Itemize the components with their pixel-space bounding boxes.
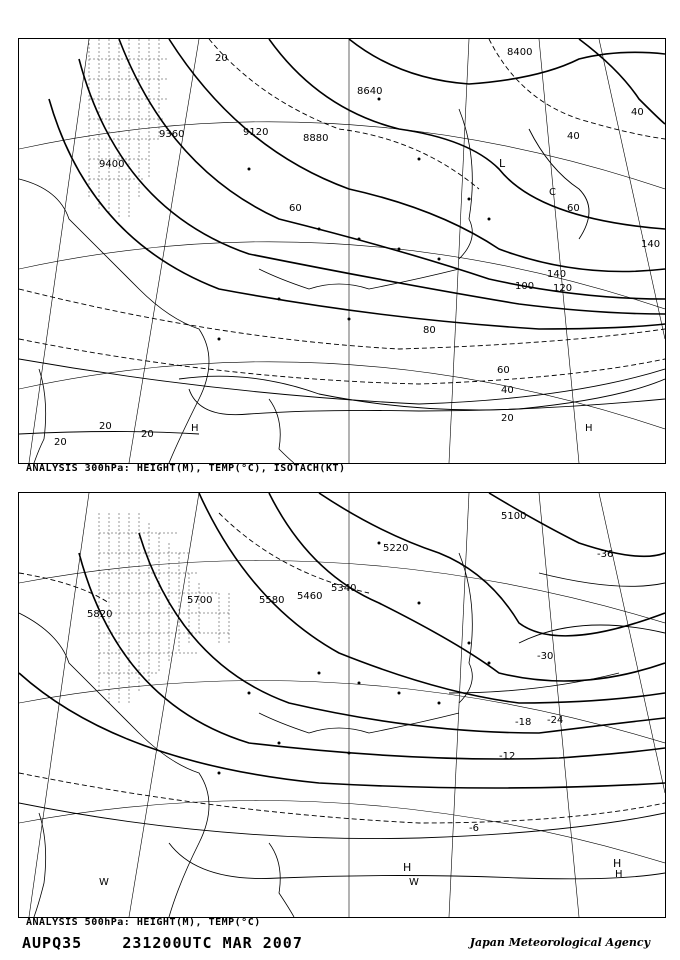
temp-label-minus12: -12: [499, 751, 516, 762]
height-label-5820: 5820: [87, 609, 113, 620]
height-label-5700: 5700: [187, 595, 213, 606]
analysis-500hpa-chart: [19, 493, 665, 917]
temp-label-minus30: -30: [537, 651, 554, 662]
isotach-label-20: 20: [54, 437, 67, 448]
caption-500hpa: ANALYSIS 500hPa: HEIGHT(M), TEMP(°C): [26, 917, 261, 928]
agency-name: Japan Meteorological Agency: [469, 936, 650, 949]
isotach-label-120: 120: [553, 283, 573, 294]
coastline-300: [19, 109, 472, 463]
warm-marker-500a: W: [99, 877, 109, 888]
height-contours-500: [19, 493, 665, 788]
height-label-5460: 5460: [297, 591, 323, 602]
high-marker-500c: H: [615, 869, 623, 880]
hatch-area-300: [89, 39, 169, 219]
isotach-label-140: 140: [547, 269, 567, 280]
isotach-solid-300: [19, 129, 665, 434]
temp-label-minus18: -18: [515, 717, 532, 728]
temp-label-minus36: -36: [597, 549, 614, 560]
height-label-5220: 5220: [383, 543, 409, 554]
isotach-label-20b: 20: [99, 421, 112, 432]
height-label-8400: 8400: [507, 47, 533, 58]
height-label-5100: 5100: [501, 511, 527, 522]
product-code: AUPQ35: [22, 934, 83, 952]
caption-300hpa: ANALYSIS 300hPa: HEIGHT(M), TEMP(°C), ISOTACH(KT): [26, 463, 346, 474]
analysis-300hpa-chart: [19, 39, 665, 463]
height-label-5340: 5340: [331, 583, 357, 594]
station-plots-500: [218, 542, 491, 775]
temp-label-minus6: -6: [469, 823, 479, 834]
isotach-label-60: 60: [497, 365, 510, 376]
temp-label-minus24: -24: [547, 715, 564, 726]
height-label-9360: 9360: [159, 129, 185, 140]
isotach-label-40c: 40: [631, 107, 644, 118]
analysis-300hpa-map: [18, 38, 666, 464]
cold-marker-300: C: [549, 187, 556, 198]
high-marker-500b: H: [613, 857, 622, 870]
high-marker-300a: H: [191, 423, 199, 434]
high-marker-500a: H: [403, 861, 412, 874]
isotach-label-100: 100: [515, 281, 535, 292]
isotach-label-40: 40: [501, 385, 514, 396]
isotach-label-60b: 60: [289, 203, 302, 214]
hatch-area-500: [99, 513, 229, 703]
isotach-label-20d: 20: [501, 413, 514, 424]
product-id: [22, 934, 303, 952]
isotach-label-40b: 40: [567, 131, 580, 142]
height-label-8880: 8880: [303, 133, 329, 144]
product-datetime: 231200UTC MAR 2007: [122, 934, 303, 952]
isotach-label-60c: 60: [567, 203, 580, 214]
isotach-label-140b: 140: [641, 239, 661, 250]
graticule-500: [19, 493, 665, 917]
temp-contours-500: [19, 513, 665, 823]
analysis-500hpa-map: [18, 492, 666, 918]
warm-marker-500b: W: [409, 877, 419, 888]
high-marker-300b: H: [585, 423, 593, 434]
height-label-9400: 9400: [99, 159, 125, 170]
height-label-8640: 8640: [357, 86, 383, 97]
isotach-label-20c: 20: [141, 429, 154, 440]
temp-solid-500: [19, 573, 665, 879]
isotach-label-80: 80: [423, 325, 436, 336]
height-label-9120: 9120: [243, 127, 269, 138]
isotach-label-20e: 20: [215, 53, 228, 64]
height-label-5580: 5580: [259, 595, 285, 606]
low-marker-300: L: [499, 157, 506, 170]
